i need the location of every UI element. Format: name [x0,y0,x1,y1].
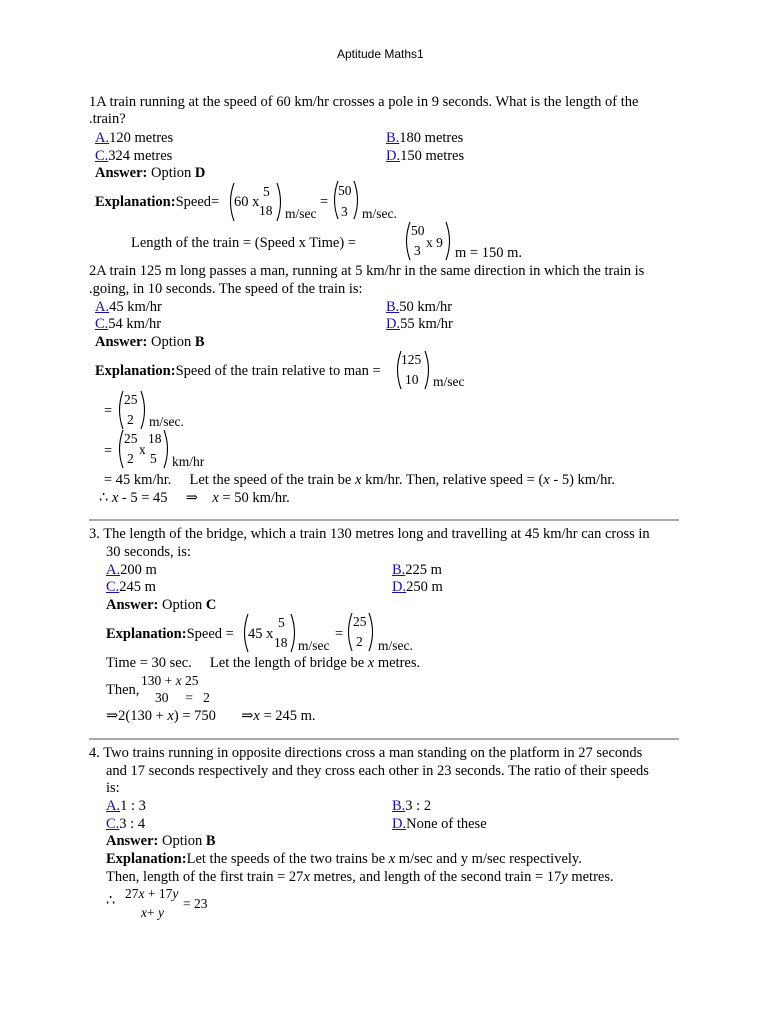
q1-option-a[interactable]: A.120 metres [95,130,174,146]
q4-option-c[interactable]: C.3 : 4 [106,816,146,832]
q1-text-line1: 1A train running at the speed of 60 km/hr crosses a pole in 9 seconds. What is the length of the [89,94,639,110]
q3-option-c-link[interactable]: C. [106,579,120,595]
q1-explanation: Explanation:Speed= [95,194,220,210]
q2-text-line2: .going, in 10 seconds. The speed of the train is: [89,281,363,297]
implies-icon: ⇒ [106,708,119,724]
q1-option-b-link[interactable]: B. [386,130,400,146]
q4-fraction-denominator: x+ y [141,905,164,920]
q1-right-paren-3 [445,221,455,261]
q1-option-c-link[interactable]: C. [95,148,109,164]
implies-icon: ⇒ [185,490,198,506]
q4-text-line3: is: [106,780,120,796]
implies-icon: ⇒ [241,708,254,724]
q3-answer-letter: C [205,597,217,613]
q3-option-d[interactable]: D.250 m [392,579,443,595]
q4-option-d[interactable]: D.None of these [392,816,487,832]
q2-option-d-link[interactable]: D. [386,316,401,332]
q1-option-b[interactable]: B.180 metres [386,130,464,146]
q3-result-line: ⇒2(130 + x) = 750 ⇒x = 245 m. [106,708,316,724]
q1-text-line2: .train? [89,111,126,127]
q4-option-b[interactable]: B.3 : 2 [392,798,432,814]
q4-text-line2: and 17 seconds respectively and they cross each other in 23 seconds. The ratio of their speeds [106,763,649,779]
q2-answer-letter: B [194,334,205,350]
q3-option-b[interactable]: B.225 m [392,562,442,578]
q4-option-a-link[interactable]: A. [106,798,121,814]
q4-option-b-link[interactable]: B. [392,798,406,814]
q1-answer: Answer: Option D [95,165,206,181]
q2-option-c-link[interactable]: C. [95,316,109,332]
q2-text-line1: 2A train 125 m long passes a man, running at 5 km/hr in the same direction in which the train is [89,263,645,279]
therefore-icon: ∴ [106,893,116,909]
q3-text-line1: 3. The length of the bridge, which a train 130 metres long and travelling at 45 km/hr can cross in [89,526,650,542]
q4-lengths-line: Then, length of the first train = 27x metres, and length of the second train = 17y metres. [106,869,614,885]
q3-fraction-numerator: 130 + x 25 [141,673,199,688]
q2-number: 2 [89,263,97,279]
q1-option-d-link[interactable]: D. [386,148,401,164]
q2-conclusion-line: ∴ x - 5 = 45 ⇒ x = 50 km/hr. [99,490,290,506]
q2-explanation: Explanation:Speed of the train relative to man = [95,363,381,379]
q2-option-d[interactable]: D.55 km/hr [386,316,453,332]
q1-length-formula: Length of the train = (Speed x Time) = [131,235,356,251]
q1-option-a-link[interactable]: A. [95,130,110,146]
q3-option-a-link[interactable]: A. [106,562,121,578]
q2-option-a-link[interactable]: A. [95,299,110,315]
q4-option-d-link[interactable]: D. [392,816,407,832]
q4-text-line1: 4. Two trains running in opposite directions cross a man standing on the platform in 27 seconds [89,745,643,761]
q4-option-c-link[interactable]: C. [106,816,120,832]
q3-right-paren-2 [368,612,378,652]
q2-answer: Answer: Option B [95,334,205,350]
q2-option-a[interactable]: A.45 km/hr [95,299,162,315]
q4-number: 4. [89,745,100,761]
q3-option-b-link[interactable]: B. [392,562,406,578]
divider-2 [89,738,679,740]
q3-fraction-denominator: 30 = 2 [155,690,210,705]
q4-explanation: Explanation:Let the speeds of the two trains be x m/sec and y m/sec respectively. [106,851,582,867]
q3-option-a[interactable]: A.200 m [106,562,157,578]
q4-answer: Answer: Option B [106,833,216,849]
q4-answer-letter: B [205,833,216,849]
q2-relative-speed-line: = 45 km/hr. Let the speed of the train be x km/hr. Then, relative speed = (x - 5) km/hr. [104,472,615,488]
q2-option-b-link[interactable]: B. [386,299,400,315]
q1-option-c[interactable]: C.324 metres [95,148,173,164]
q1-option-d[interactable]: D.150 metres [386,148,465,164]
q3-number: 3. [89,526,100,542]
doc-title: Aptitude Maths1 [337,47,424,61]
q3-option-d-link[interactable]: D. [392,579,407,595]
q1-answer-letter: D [194,165,206,181]
q3-answer: Answer: Option C [106,597,217,613]
q4-option-a[interactable]: A.1 : 3 [106,798,146,814]
q2-option-b[interactable]: B.50 km/hr [386,299,453,315]
q2-option-c[interactable]: C.54 km/hr [95,316,162,332]
q3-time-line: Time = 30 sec. Let the length of bridge be x metres. [106,655,421,671]
divider-1 [89,519,679,521]
q3-text-line2: 30 seconds, is: [106,544,191,560]
q4-fraction-numerator: 27x + 17y [125,886,179,901]
q3-option-c[interactable]: C.245 m [106,579,156,595]
q3-explanation: Explanation:Speed = [106,626,234,642]
q1-number: 1 [89,94,97,110]
